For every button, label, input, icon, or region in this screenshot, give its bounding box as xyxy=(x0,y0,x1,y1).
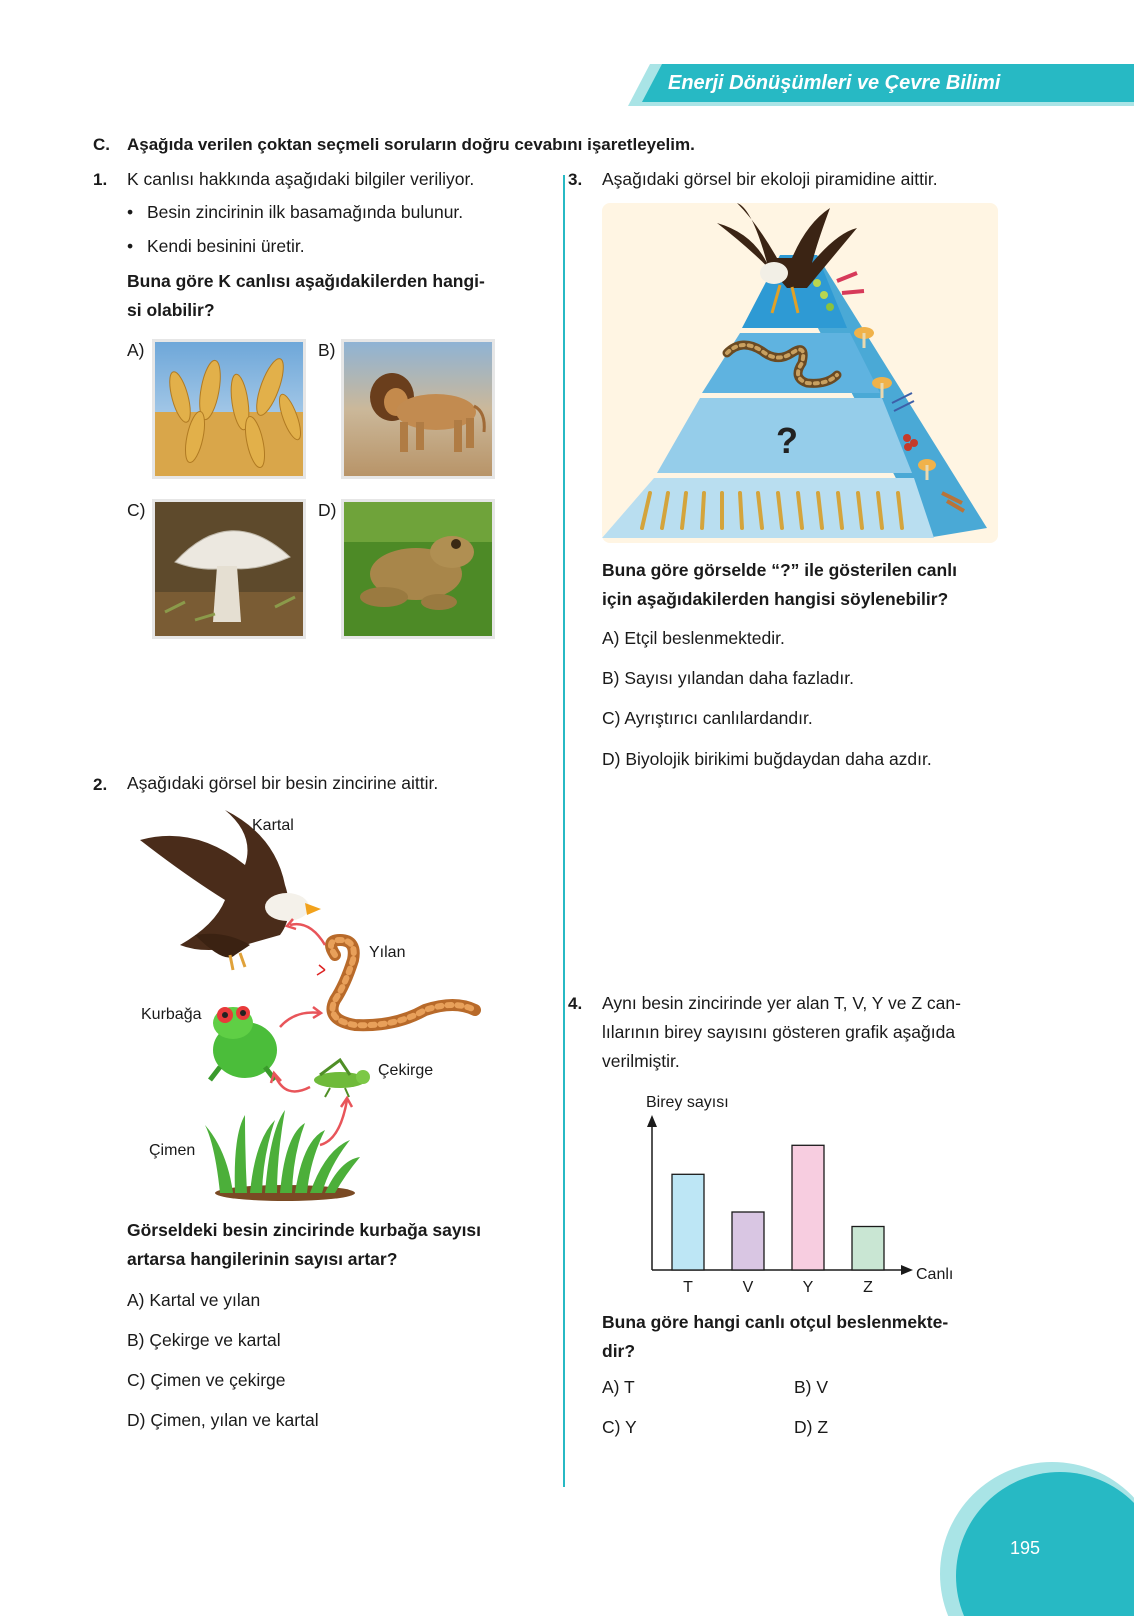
q2-question-line2: artarsa hangilerinin sayısı artar? xyxy=(127,1249,398,1269)
q1-option-a-label[interactable]: A) xyxy=(127,340,145,360)
frog-image xyxy=(344,502,492,636)
q1-number: 1. xyxy=(93,170,108,189)
tick-label-z: Z xyxy=(863,1279,873,1296)
q1-bullet-1: • Besin zincirinin ilk basamağında bulunur. xyxy=(127,202,464,222)
q2-question-line1: Görseldeki besin zincirinde kurbağa sayısı xyxy=(127,1220,482,1240)
q2-option-a[interactable]: A) Kartal ve yılan xyxy=(127,1290,261,1310)
q1-option-c-image[interactable] xyxy=(155,502,303,636)
bar-v xyxy=(732,1212,764,1270)
q3-number: 3. xyxy=(568,170,583,189)
q4-option-a[interactable]: A) T xyxy=(602,1377,635,1397)
q3-option-b[interactable]: B) Sayısı yılandan daha fazladır. xyxy=(602,668,854,688)
q2-stem: Aşağıdaki görsel bir besin zincirine aittir. xyxy=(127,773,439,793)
bar-z xyxy=(852,1227,884,1271)
tick-label-y: Y xyxy=(802,1279,814,1296)
q3-question-line1: Buna göre görselde “?” ile gösterilen canlı xyxy=(602,560,957,580)
chart-y-label: Birey sayısı xyxy=(646,1094,729,1111)
pyramid-question-mark: ? xyxy=(776,420,798,461)
chapter-title: Enerji Dönüşümleri ve Çevre Bilimi xyxy=(668,72,1001,94)
tick-label-v: V xyxy=(742,1279,754,1296)
q1-option-d-label[interactable]: D) xyxy=(318,500,337,520)
label-yilan: Yılan xyxy=(369,944,406,961)
chart-x-arrow xyxy=(901,1265,913,1275)
lion-image xyxy=(344,342,492,476)
q4-stem-line3: verilmiştir. xyxy=(602,1051,680,1071)
page-number: 195 xyxy=(1010,1538,1041,1558)
bar-t xyxy=(672,1174,704,1270)
label-kurbaga: Kurbağa xyxy=(141,1006,202,1023)
q1-option-c-label[interactable]: C) xyxy=(127,500,146,520)
q1-option-a-image[interactable] xyxy=(155,342,303,476)
q4-stem-line1: Aynı besin zincirinde yer alan T, V, Y ve Z can- xyxy=(602,993,961,1013)
frog-illustration xyxy=(210,1006,277,1080)
q1-bullet-2: • Kendi besinini üretir. xyxy=(127,236,305,256)
column-divider xyxy=(563,175,565,1487)
q4-question-line1: Buna göre hangi canlı otçul beslenmekte- xyxy=(602,1312,949,1332)
eagle-illustration xyxy=(140,810,321,970)
section-label: C. xyxy=(93,135,110,154)
q1-stem: K canlısı hakkında aşağıdaki bilgiler veriliyor. xyxy=(127,169,475,189)
label-cekirge: Çekirge xyxy=(378,1062,434,1079)
q1-question-line1: Buna göre K canlısı aşağıdakilerden hangi- xyxy=(127,271,485,291)
section-text: Aşağıda verilen çoktan seçmeli soruların doğru cevabını işaretleyelim. xyxy=(127,135,695,154)
label-cimen: Çimen xyxy=(149,1142,196,1159)
q1-option-d-image[interactable] xyxy=(344,502,492,636)
q2-option-b[interactable]: B) Çekirge ve kartal xyxy=(127,1330,281,1350)
q2-number: 2. xyxy=(93,775,108,794)
ecology-pyramid xyxy=(602,203,998,543)
q1-option-b-label[interactable]: B) xyxy=(318,340,336,360)
chart-x-label: Canlı xyxy=(916,1266,954,1283)
grasshopper-illustration xyxy=(314,1060,370,1097)
grass-illustration xyxy=(205,1110,360,1201)
q3-option-d[interactable]: D) Biyolojik birikimi buğdaydan daha azdır. xyxy=(602,749,932,769)
q2-option-d[interactable]: D) Çimen, yılan ve kartal xyxy=(127,1410,319,1430)
q3-stem: Aşağıdaki görsel bir ekoloji piramidine aittir. xyxy=(602,169,938,189)
bar-y xyxy=(792,1145,824,1270)
tick-label-t: T xyxy=(683,1279,693,1296)
label-kartal: Kartal xyxy=(252,817,294,834)
q3-question-line2: için aşağıdakilerden hangisi söylenebilir? xyxy=(602,589,949,609)
q3-option-a[interactable]: A) Etçil beslenmektedir. xyxy=(602,628,785,648)
q3-option-c[interactable]: C) Ayrıştırıcı canlılardandır. xyxy=(602,708,813,728)
q2-option-c[interactable]: C) Çimen ve çekirge xyxy=(127,1370,286,1390)
section-instruction xyxy=(93,135,695,155)
mushroom-image xyxy=(155,502,303,636)
population-bar-chart xyxy=(620,1085,980,1300)
q1-question-line2: si olabilir? xyxy=(127,300,215,320)
q4-number: 4. xyxy=(568,994,583,1013)
q4-stem-line2: lılarının birey sayısını gösteren grafik aşağıda xyxy=(602,1022,956,1042)
chart-y-arrow xyxy=(647,1115,657,1127)
wheat-image xyxy=(155,342,303,476)
q1-option-b-image[interactable] xyxy=(344,342,492,476)
q4-question-line2: dir? xyxy=(602,1341,636,1361)
q4-option-b[interactable]: B) V xyxy=(794,1377,829,1397)
q4-option-d[interactable]: D) Z xyxy=(794,1417,829,1437)
pyramid-panel xyxy=(602,203,998,543)
q4-option-c[interactable]: C) Y xyxy=(602,1417,637,1437)
